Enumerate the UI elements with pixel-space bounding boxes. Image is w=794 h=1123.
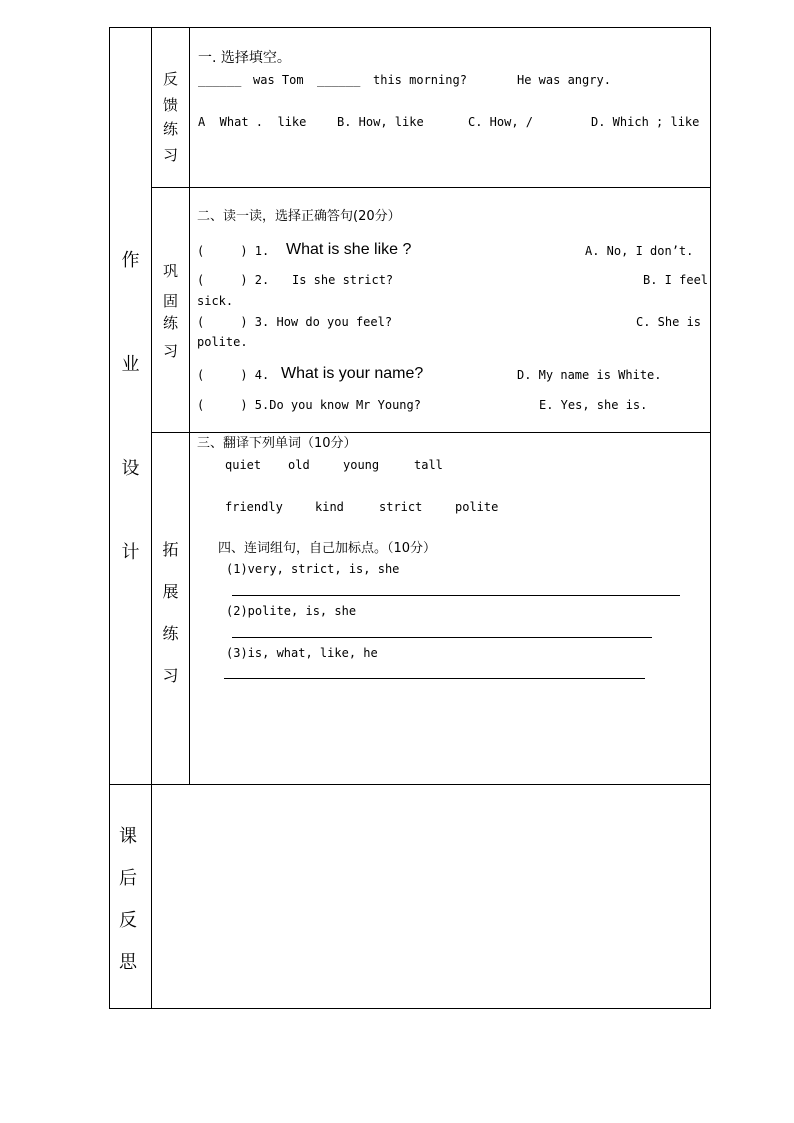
s2-q5-line: ( ) 5.Do you know Mr Young?	[197, 398, 421, 412]
s2-answer-b: B. I feel	[643, 273, 709, 287]
label-char: 练	[162, 120, 178, 138]
s1-option-b: B. How, like	[337, 115, 424, 129]
label-char: 固	[162, 292, 178, 310]
label-char: 计	[121, 542, 140, 563]
s2-answer-b-cont: sick.	[197, 294, 234, 308]
s3-word: strict	[379, 500, 423, 514]
label-zuoye-sheji	[110, 246, 151, 564]
s3-word: polite	[455, 500, 499, 514]
s1-blank-2: ______	[317, 73, 361, 87]
s1-option-c: C. How, /	[468, 115, 534, 129]
s3-word: old	[288, 458, 310, 472]
s1-blank-1: ______	[198, 73, 242, 87]
s1-question-end: this morning?	[373, 73, 467, 87]
s3-word: young	[343, 458, 380, 472]
s3-word: kind	[315, 500, 344, 514]
label-char: 习	[162, 146, 178, 164]
s2-q2-text: Is she strict?	[292, 273, 394, 287]
s2-answer-a: A. No, I don’t.	[585, 244, 694, 258]
answer-line	[224, 678, 645, 679]
label-char: 后	[119, 868, 137, 889]
table-bottom-border	[109, 1008, 711, 1009]
s3-word: quiet	[225, 458, 262, 472]
label-char: 展	[162, 582, 179, 601]
s4-item: (3)is, what, like, he	[226, 646, 378, 660]
label-char: 练	[162, 314, 178, 332]
label-char: 课	[119, 826, 137, 847]
label-char: 设	[121, 458, 140, 479]
answer-line	[232, 595, 680, 596]
row-divider-1	[151, 187, 711, 188]
s4-item: (2)polite, is, she	[226, 604, 357, 618]
label-char: 思	[119, 952, 137, 973]
section2-title: 二、读一读，选择正确答句(20分）	[197, 209, 401, 224]
label-char: 馈	[162, 96, 178, 114]
row-divider-main	[109, 784, 711, 785]
label-tuozhan-lianxi	[152, 537, 189, 686]
table-top-border	[109, 27, 711, 28]
label-gonggu-lianxi	[152, 260, 189, 361]
s1-option-a: A What . like	[198, 115, 307, 129]
col1-divider	[151, 27, 152, 1009]
s2-answer-c: C. She is	[636, 315, 702, 329]
table-right-border	[710, 27, 711, 1009]
section1-title: 一. 选择填空。	[198, 50, 291, 66]
s2-answer-e: E. Yes, she is.	[539, 398, 648, 412]
s4-item: (1)very, strict, is, she	[226, 562, 400, 576]
s3-word: tall	[414, 458, 443, 472]
s1-question-mid: was Tom	[253, 73, 304, 87]
label-fankui-lianxi	[152, 68, 189, 165]
label-char: 业	[121, 354, 140, 375]
s2-q4-text: What is your name?	[281, 365, 424, 382]
label-char: 反	[162, 70, 178, 88]
s2-q1-text: What is she like ?	[286, 241, 412, 258]
s1-option-d: D. Which ; like	[591, 115, 700, 129]
s2-answer-c-cont: polite.	[197, 335, 248, 349]
s2-answer-d: D. My name is White.	[517, 368, 662, 382]
section3-title: 三、翻译下列单词（10分）	[197, 436, 357, 451]
label-char: 反	[119, 910, 137, 931]
s3-word: friendly	[225, 500, 283, 514]
label-char: 练	[162, 624, 179, 643]
s2-q1-number: ( ) 1.	[197, 244, 270, 258]
label-char: 巩	[162, 262, 178, 280]
row-divider-2	[151, 432, 711, 433]
col2-divider	[189, 27, 190, 784]
s1-response: He was angry.	[517, 73, 611, 87]
s2-q4-number: ( ) 4.	[197, 368, 270, 382]
label-char: 作	[121, 250, 140, 271]
answer-line	[232, 637, 652, 638]
s2-q2-number: ( ) 2.	[197, 273, 270, 287]
label-char: 拓	[162, 540, 179, 559]
section4-title: 四、连词组句，自己加标点。（10分）	[218, 541, 437, 556]
label-char: 习	[162, 666, 179, 685]
label-kehou-fansi	[110, 822, 146, 974]
label-char: 习	[162, 342, 178, 360]
s2-q3-line: ( ) 3. How do you feel?	[197, 315, 393, 329]
